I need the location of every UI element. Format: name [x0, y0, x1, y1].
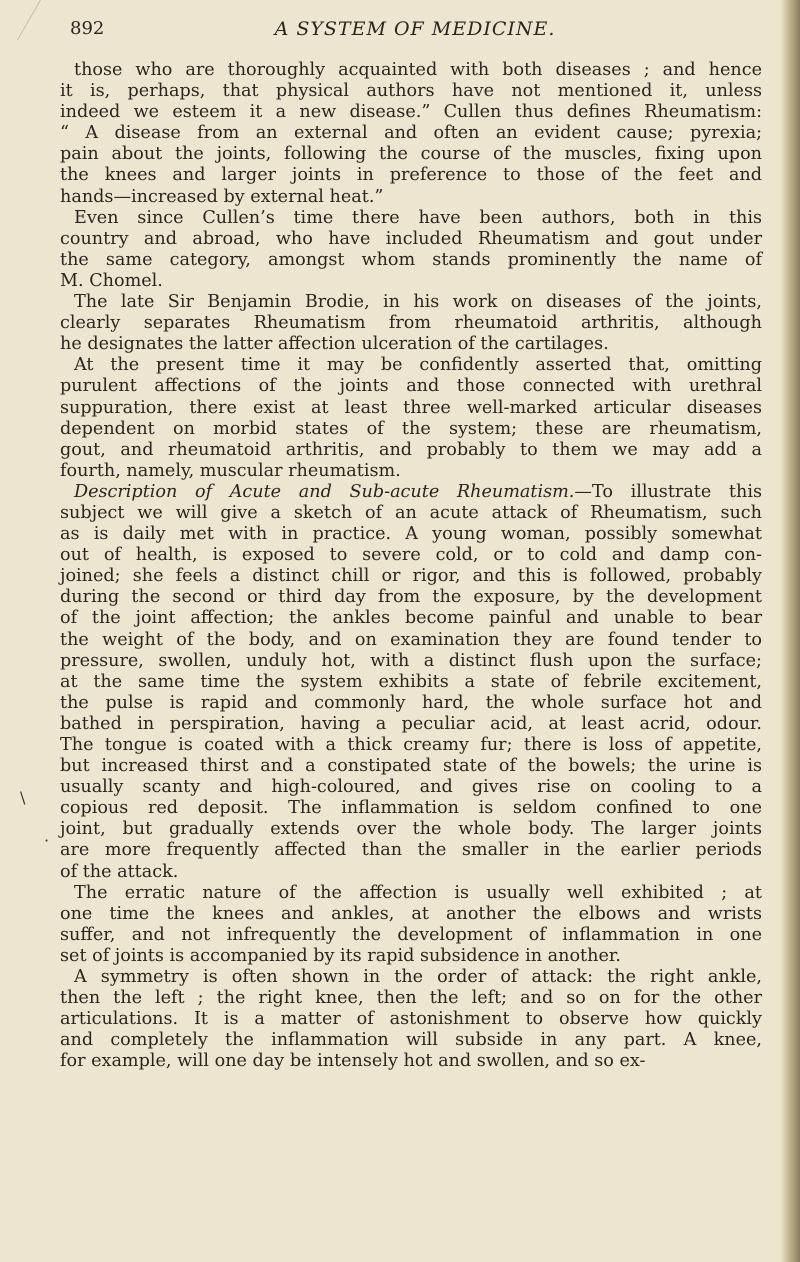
text-line: [60, 988, 762, 1009]
line-text: country and abroad, who have included Rheumatism and gout under: [60, 228, 762, 249]
paragraph: [60, 60, 762, 208]
line-text: for example, will one day be intensely hot and swollen, and so ex-: [60, 1051, 646, 1072]
paragraph: [60, 292, 762, 355]
line-text: purulent affections of the joints and those connected with urethral: [60, 376, 762, 397]
line-text: fourth, namely, muscular rheumatism.: [60, 460, 401, 481]
margin-tick-mark: \: [20, 788, 26, 807]
line-text: clearly separates Rheumatism from rheumatoid arthritis, although: [60, 313, 762, 334]
text-line: [60, 777, 762, 798]
text-line: [60, 398, 762, 419]
line-text: indeed we esteem it a new disease.” Cullen thus defines Rheumatism:: [60, 102, 762, 123]
section-heading: Description of Acute and Sub-acute Rheumatism.: [74, 481, 575, 502]
text-line: [60, 756, 762, 777]
text-line: [60, 313, 762, 334]
text-line: [60, 461, 762, 482]
text-line: [60, 292, 762, 313]
line-text: are more frequently affected than the smaller in the earlier periods: [60, 840, 762, 861]
line-text: articulations. It is a matter of astonishment to observe how quickly: [60, 1009, 762, 1030]
paragraph: [60, 482, 762, 883]
page-header: [70, 18, 760, 50]
line-text: gout, and rheumatoid arthritis, and probably to them we may add a: [60, 439, 762, 460]
line-text: those who are thoroughly acquainted with both diseases ; and hence: [74, 60, 762, 80]
text-line: [60, 419, 762, 440]
line-text: he designates the latter affection ulceration of the cartilages.: [60, 334, 609, 355]
text-line: [60, 440, 762, 461]
text-line: [60, 904, 762, 925]
line-text: The late Sir Benjamin Brodie, in his work on diseases of the joints,: [74, 292, 762, 313]
text-line: [60, 883, 762, 904]
line-text: of the attack.: [60, 861, 179, 882]
text-line: [60, 250, 762, 271]
text-line: [60, 60, 762, 81]
text-line: [60, 187, 762, 208]
line-text: joint, but gradually extends over the whole body. The larger joints: [60, 819, 762, 840]
text-line: [60, 1051, 762, 1072]
line-text: suppuration, there exist at least three well-marked articular diseases: [60, 397, 762, 418]
text-line: [60, 271, 762, 292]
text-line: [60, 608, 762, 629]
text-line: [60, 840, 762, 861]
line-text: subject we will give a sketch of an acute attack of Rheumatism, such: [60, 502, 762, 523]
paragraph: [60, 208, 762, 292]
line-text: pressure, swollen, unduly hot, with a distinct flush upon the surface;: [60, 650, 762, 671]
line-text: —To illustrate this: [574, 481, 762, 502]
line-text: but increased thirst and a constipated state of the bowels; the urine is: [60, 756, 762, 777]
line-text: copious red deposit. The inflammation is seldom confined to one: [60, 798, 762, 819]
line-text: set of joints is accompanied by its rapid subsidence in another.: [60, 945, 621, 966]
text-line: [60, 630, 762, 651]
text-line: [60, 672, 762, 693]
line-text: usually scanty and high-coloured, and gives rise on cooling to a: [60, 777, 762, 798]
text-line: [60, 967, 762, 988]
line-text: Even since Cullen’s time there have been authors, both in this: [74, 207, 762, 228]
text-line: [60, 735, 762, 756]
text-line: [60, 81, 762, 102]
line-text: At the present time it may be confidently asserted that, omitting: [74, 355, 762, 376]
text-line: [60, 355, 762, 376]
line-text: the knees and larger joints in preference to those of the feet and: [60, 165, 762, 186]
text-line: [60, 587, 762, 608]
line-text: The tongue is coated with a thick creamy fur; there is loss of appetite,: [60, 735, 762, 755]
paragraph: [60, 355, 762, 482]
line-text: the pulse is rapid and commonly hard, the whole surface hot and: [60, 692, 762, 713]
page-edge-shadow: [780, 0, 800, 1262]
text-line: [60, 925, 762, 946]
line-text: A symmetry is often shown in the order of attack: the right ankle,: [74, 967, 762, 988]
text-line: [60, 714, 762, 735]
paragraph: [60, 883, 762, 967]
page-number: 892: [70, 18, 105, 39]
line-text: the same category, amongst whom stands prominently the name of: [60, 249, 762, 270]
line-text: of the joint affection; the ankles become painful and unable to bear: [60, 608, 762, 629]
line-text: during the second or third day from the exposure, by the development: [60, 587, 762, 608]
line-text: “ A disease from an external and often an evident cause; pyrexia;: [60, 123, 762, 144]
text-line: [60, 566, 762, 587]
line-text: bathed in perspiration, having a peculiar acid, at least acrid, odour.: [60, 713, 762, 734]
text-line: [60, 229, 762, 250]
text-line: [60, 1030, 762, 1051]
page-body: [60, 60, 762, 1073]
line-text: The erratic nature of the affection is usually well exhibited ; at: [74, 882, 762, 903]
line-text: as is daily met with in practice. A young woman, possibly somewhat: [60, 524, 762, 545]
margin-dot-mark: ·: [44, 831, 50, 850]
line-text: out of health, is exposed to severe cold, or to cold and damp con-: [60, 545, 762, 566]
text-line: [60, 545, 762, 566]
text-line: [60, 376, 762, 397]
line-text: pain about the joints, following the course of the muscles, fixing upon: [60, 144, 762, 165]
text-line: [60, 819, 762, 840]
line-text: the weight of the body, and on examination they are found tender to: [60, 629, 762, 650]
text-line: [60, 1009, 762, 1030]
text-line: [60, 798, 762, 819]
text-line: [60, 208, 762, 229]
paragraph: [60, 967, 762, 1072]
line-text: M. Chomel.: [60, 270, 163, 291]
text-line: [60, 524, 762, 545]
text-line: [60, 102, 762, 123]
line-text: suffer, and not infrequently the development of inflammation in one: [60, 924, 762, 945]
text-line: [60, 651, 762, 672]
line-text: and completely the inflammation will subside in any part. A knee,: [60, 1030, 762, 1051]
line-text: at the same time the system exhibits a state of febrile excitement,: [60, 671, 762, 692]
text-line: [60, 165, 762, 186]
line-text: it is, perhaps, that physical authors have not mentioned it, unless: [60, 81, 762, 102]
text-line: [60, 123, 762, 144]
line-text: dependent on morbid states of the system; these are rheumatism,: [60, 418, 762, 439]
text-line: [60, 334, 762, 355]
running-title: A SYSTEM OF MEDICINE.: [274, 18, 556, 40]
line-text: joined; she feels a distinct chill or rigor, and this is followed, probably: [60, 566, 762, 587]
text-line: [60, 693, 762, 714]
line-text: hands—increased by external heat.”: [60, 186, 384, 207]
text-line: [60, 482, 762, 503]
line-text: then the left ; the right knee, then the left; and so on for the other: [60, 988, 762, 1009]
text-line: [60, 946, 762, 967]
text-line: [60, 144, 762, 165]
line-text: one time the knees and ankles, at another the elbows and wrists: [60, 903, 762, 924]
folded-page-corner: [0, 0, 41, 40]
text-line: [60, 503, 762, 524]
text-line: [60, 862, 762, 883]
